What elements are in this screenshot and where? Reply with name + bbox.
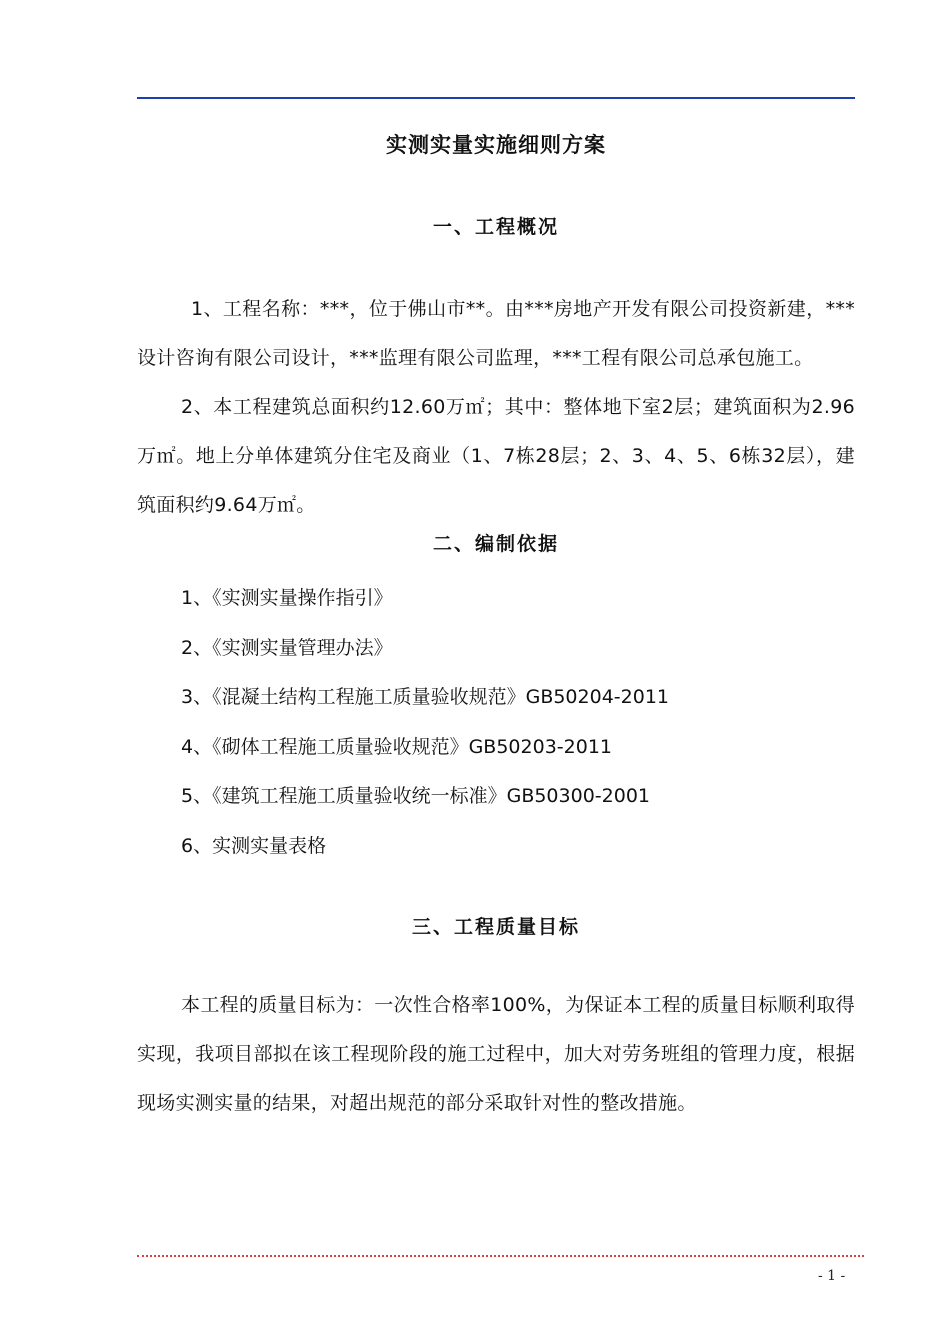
list-item: 4、《砌体工程施工质量验收规范》GB50203-2011 — [181, 735, 612, 758]
list-item: 3、《混凝土结构工程施工质量验收规范》GB50204-2011 — [181, 686, 669, 708]
basis-list — [137, 574, 855, 871]
overview-paragraph-2-part-b: 。地上分单体建筑分住宅及商业（1、7栋28层；2、3、4、5、6栋32层），建筑面积约9.64万㎡。 — [137, 445, 855, 516]
header-rule — [137, 97, 855, 99]
footer-rule — [137, 1255, 864, 1257]
page-number: - 1 - — [818, 1268, 846, 1284]
list-item: 6、实测实量表格 — [181, 834, 327, 857]
quality-goal-paragraph: 本工程的质量目标为：一次性合格率100%，为保证本工程的质量目标顺利取得实现，我项目部拟在该工程现阶段的施工过程中，加大对劳务班组的管理力度，根据现场实测实量的结果，对超出规范的部分采取针对性的整改措施。 — [137, 994, 855, 1114]
list-item: 5、《建筑工程施工质量验收统一标准》GB50300-2001 — [181, 785, 650, 807]
section-heading-overview: 一、工程概况 — [432, 216, 559, 238]
unit-m2: ㎡ — [156, 445, 177, 467]
overview-paragraph-1: 1、工程名称：***，位于佛山市**。由***房地产开发有限公司投资新建，***设计咨询有限公司设计，***监理有限公司监理，***工程有限公司总承包施工。 — [137, 298, 855, 369]
section-heading-basis: 二、编制依据 — [432, 533, 559, 555]
overview-paragraph-2 — [137, 383, 855, 530]
document-body — [137, 130, 855, 1128]
overview-paragraph-2-part-a: 2、本工程建筑总面积约12.60万㎡；其中：整体地下室2层；建筑面积为2.96万 — [137, 396, 855, 467]
list-item: 1、《实测实量操作指引》 — [181, 587, 393, 609]
document-title: 实测实量实施细则方案 — [386, 133, 606, 157]
section-heading-quality-goal: 三、工程质量目标 — [411, 916, 580, 938]
list-item: 2、《实测实量管理办法》 — [181, 636, 393, 659]
